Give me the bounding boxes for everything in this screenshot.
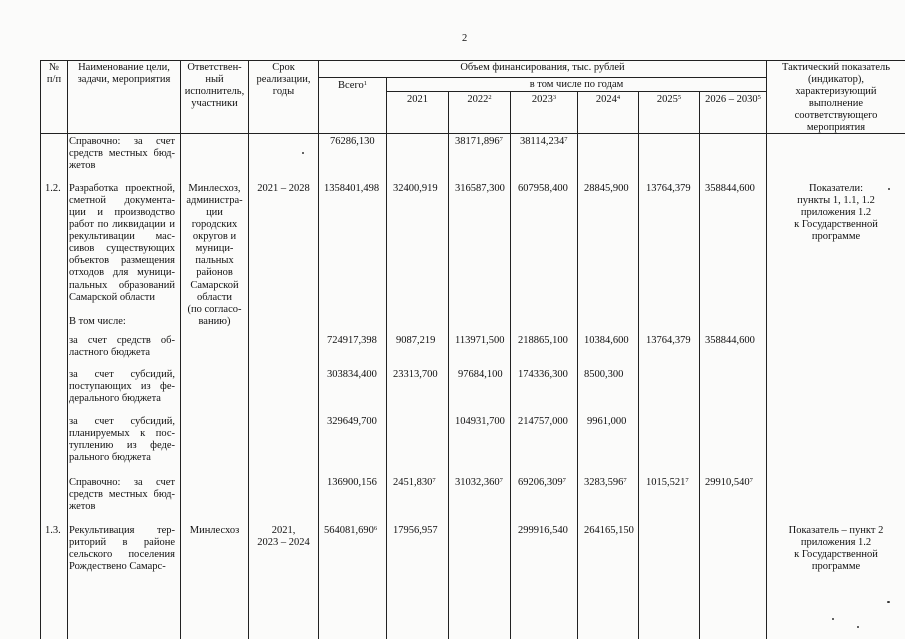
value: 2451,830	[393, 477, 433, 488]
year-label: 2024	[595, 94, 617, 105]
cell-2021: 23313,700	[393, 369, 438, 380]
cell-2023: 299916,540	[518, 525, 568, 536]
col-border	[248, 60, 249, 639]
cell-2022: 113971,500	[455, 335, 505, 346]
footnote: 7	[562, 477, 566, 484]
row-indicator: Показатели: пункты 1, 1.1, 1.2 приложения 1.2 к Государственной программе	[794, 183, 878, 243]
cell-2023: 218865,100	[518, 335, 568, 346]
cell-2021: 17956,957	[393, 525, 438, 536]
header-year-2023	[511, 94, 577, 106]
year-label: 2022	[467, 94, 489, 105]
scan-speck	[888, 188, 890, 190]
footnote: 7	[623, 477, 627, 484]
col-border	[40, 60, 41, 639]
cell-2022	[455, 136, 503, 148]
col-border	[386, 77, 387, 639]
row-term: 2021, 2023 – 2024	[257, 525, 310, 549]
scan-speck	[857, 626, 859, 628]
cell-total: 329649,700	[327, 416, 377, 427]
row-name: за счет средств об-ластного бюджета	[69, 335, 175, 359]
cell-total: 136900,156	[327, 477, 377, 488]
header-total-sup: 1	[363, 80, 367, 87]
cell-2024: 28845,900	[584, 183, 629, 194]
scan-speck	[302, 152, 304, 154]
year-label: 2026 – 2030	[705, 94, 758, 105]
cell-2024: 8500,300	[584, 369, 624, 380]
row-name: В том числе:	[69, 316, 126, 327]
years-top-border	[386, 77, 766, 78]
header-indicator: Тактический показатель (индикатор), характеризующий выполнение соответствующего мероприятия	[781, 62, 891, 134]
header-name: Наименование цели, задачи, мероприятия	[77, 62, 171, 86]
footnote: 7	[432, 477, 436, 484]
row-name: Справочно: за счет средств местных бюд-жетов	[69, 136, 175, 172]
row-name: Разработка проектной, сметной документа-ции и производство работ по ликвидации и рекультивации мас-сивов существующих объектов размещения отходов для муници-пальных образований Самарской области	[69, 183, 175, 303]
cell-2022: 97684,100	[458, 369, 503, 380]
row-name: за счет субсидий, поступающих из фе-дерального бюджета	[69, 369, 175, 405]
value: 31032,360	[455, 477, 500, 488]
col-border	[448, 91, 449, 639]
cell-2026-2030: 358844,600	[705, 183, 755, 194]
header-year-2024	[578, 94, 638, 106]
cell-2024: 10384,600	[584, 335, 629, 346]
value: 564081,690	[324, 525, 374, 536]
col-border	[510, 91, 511, 639]
cell-total: 1358401,498	[324, 183, 380, 194]
cell-2024: 9961,000	[587, 416, 627, 427]
cell-2021	[393, 477, 436, 489]
value: 3283,596	[584, 477, 624, 488]
year-label: 2023	[531, 94, 553, 105]
cell-2026-2030	[705, 477, 753, 489]
cell-total	[324, 525, 377, 537]
cell-2025: 13764,379	[646, 183, 691, 194]
cell-2024: 264165,150	[584, 525, 634, 536]
footnote: 6	[373, 525, 378, 532]
value: 38114,234	[520, 136, 565, 147]
col-border	[318, 60, 319, 639]
year-sup: 2	[488, 94, 492, 101]
header-term: Срок реализации, годы	[256, 62, 311, 98]
page-number: 2	[462, 33, 468, 44]
footnote: 7	[499, 136, 503, 143]
year-sup: 5	[757, 94, 761, 101]
cell-2025	[646, 477, 689, 489]
cell-2023: 174336,300	[518, 369, 568, 380]
header-year-2026-2030	[700, 94, 766, 106]
cell-total: 724917,398	[327, 335, 377, 346]
header-total	[319, 80, 386, 92]
cell-2024	[584, 477, 627, 489]
funding-under-title-border	[318, 77, 386, 78]
header-funding: Объем финансирования, тыс. рублей	[460, 62, 625, 73]
row-term: 2021 – 2028	[257, 183, 310, 194]
value: 1015,521	[646, 477, 686, 488]
col-border	[577, 91, 578, 639]
scan-speck	[832, 618, 834, 620]
cell-2023	[518, 477, 566, 489]
cell-2022: 316587,300	[455, 183, 505, 194]
year-sup: 5	[677, 94, 682, 101]
value: 29910,540	[705, 477, 750, 488]
cell-2023: 214757,000	[518, 416, 568, 427]
col-border	[638, 91, 639, 639]
cell-2026-2030: 358844,600	[705, 335, 755, 346]
row-name: Справочно: за счет средств местных бюд-жетов	[69, 477, 175, 513]
value: 69206,309	[518, 477, 563, 488]
header-years: в том числе по годам	[529, 79, 624, 90]
row-name: Рекультивация тер-риторий в районе сельского поселения Рождествено Самарс-	[69, 525, 175, 573]
header-year-2025	[639, 94, 699, 106]
row-responsible: Минлесхоз	[189, 525, 240, 536]
value: 38171,896	[455, 136, 500, 147]
row-number: 1.2.	[45, 183, 61, 194]
footnote: 7	[499, 477, 503, 484]
header-num: № п/п	[46, 62, 62, 86]
cell-2023: 607958,400	[518, 183, 568, 194]
cell-total: 76286,130	[330, 136, 375, 147]
year-sup: 4	[616, 94, 621, 101]
cell-total: 303834,400	[327, 369, 377, 380]
cell-2021: 9087,219	[396, 335, 436, 346]
header-year-2022	[449, 94, 510, 106]
year-sup: 3	[552, 94, 557, 101]
scan-speck	[887, 601, 890, 603]
footnote: 7	[685, 477, 689, 484]
years-mid-border	[386, 91, 766, 92]
col-border	[67, 60, 68, 639]
row-indicator: Показатель – пункт 2 приложения 1.2 к Государственной программе	[788, 525, 884, 573]
footnote: 7	[749, 477, 753, 484]
cell-2022: 104931,700	[455, 416, 505, 427]
cell-2022	[455, 477, 503, 489]
header-responsible: Ответствен- ный исполнитель, участники	[184, 62, 245, 110]
year-label: 2021	[407, 94, 428, 105]
row-number: 1.3.	[45, 525, 61, 536]
row-name: за счет субсидий, планируемых к пос-туплению из феде-рального бюджета	[69, 416, 175, 464]
row-responsible: Минлесхоз, администра- ции городских округов и муници- пальных районов Самарской области (по согласо- ванию)	[186, 183, 243, 327]
col-border	[180, 60, 181, 639]
cell-2023	[520, 136, 568, 148]
header-total-label: Всего	[338, 80, 364, 91]
table-top-border	[40, 60, 905, 61]
cell-2025: 13764,379	[646, 335, 691, 346]
footnote: 7	[564, 136, 568, 143]
col-border	[699, 91, 700, 639]
header-year-2021	[387, 94, 448, 106]
cell-2021: 32400,919	[393, 183, 438, 194]
year-label: 2025	[656, 94, 678, 105]
